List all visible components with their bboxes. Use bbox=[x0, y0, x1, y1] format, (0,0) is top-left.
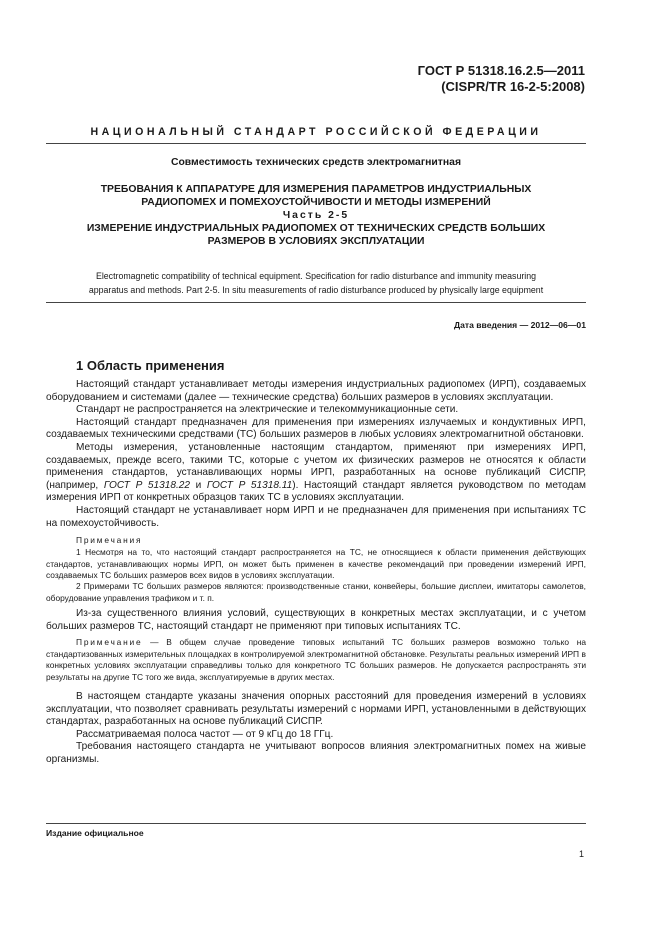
title-part: Часть 2-5 bbox=[282, 210, 350, 221]
title-line-4: ИЗМЕРЕНИЕ ИНДУСТРИАЛЬНЫХ РАДИОПОМЕХ ОТ ТЕХНИЧЕСКИХ СРЕДСТВ БОЛЬШИХ bbox=[86, 223, 546, 234]
date-of-introduction: Дата введения — 2012—06—01 bbox=[453, 320, 586, 330]
paragraph-1: Настоящий стандарт устанавливает методы измерения индустриальных радиопомех (ИРП), создаваемых оборудованием и системами (далее — технические средства) больших размеров в условиях эксплуатации. bbox=[46, 379, 586, 403]
paragraph-4-end: ). Настоящий стандарт является руководством по методам измерения ИРП от конкретных образцов таких ТС в условиях эксплуатации. bbox=[46, 479, 586, 504]
note-3-heading: Примечание bbox=[76, 637, 143, 648]
paragraph-4-start: Методы измерения, установленные настоящим стандартом, применяют при измерениях ИРП, создаваемых, прежде всего, такими ТС, которые с учетом их физических размеров не относятся к области применения стандартов, устанавливающих нормы ИРП, разработанных на основе публикаций СИСПР, (например, bbox=[46, 441, 586, 491]
paragraph-4 bbox=[46, 442, 586, 505]
paragraph-9: Требования настоящего стандарта не учитывают вопросов влияния электромагнитных помех на живые организмы. bbox=[46, 741, 586, 765]
note-2: 2 Примерами ТС больших размеров являются: производственные станки, конвейеры, большие дисплеи, имитаторы самолетов, оборудование управления трафиком и т. п. bbox=[46, 581, 586, 603]
note-1: 1 Несмотря на то, что настоящий стандарт распространяется на ТС, не относящиеся к области применения действующих стандартов, устанавливающих нормы ИРП, он может быть применен в качестве рекомендаций при проведении измерений ИРП, создаваемых ТС больших размеров всех видов в условиях эксплуатации. bbox=[46, 547, 586, 580]
notes-heading: Примечания bbox=[76, 535, 143, 546]
section-body bbox=[46, 379, 586, 767]
paragraph-3: Настоящий стандарт предназначен для применения при измерениях излучаемых и кондуктивных ИРП, создаваемых техническими средствами (ТС) больших размеров в любых условиях электромагнитной обстановки. bbox=[46, 416, 586, 441]
divider-top bbox=[46, 143, 586, 144]
note-3 bbox=[46, 637, 586, 683]
paragraph-7: В настоящем стандарте указаны значения опорных расстояний для проведения измерений в условиях эксплуатации, что позволяет сравнивать результаты измерений с нормами ИРП, установленными в действующих стандартах, разработанных на основе публикаций СИСПР. bbox=[46, 690, 586, 728]
standard-code-cispr: (CISPR/TR 16-2-5:2008) bbox=[441, 79, 585, 94]
reference-gost-51318-22: ГОСТ Р 51318.22 bbox=[103, 479, 190, 491]
standard-code-gost: ГОСТ Р 51318.16.2.5—2011 bbox=[417, 63, 585, 78]
english-title-line-1: Electromagnetic compatibility of technical equipment. Specification for radio disturbance and immunity measuring bbox=[95, 271, 537, 281]
reference-gost-51318-11: ГОСТ Р 51318.11 bbox=[206, 479, 293, 491]
english-title-line-2: apparatus and methods. Part 2-5. In situ measurements of radio disturbance produced by physically large equipment bbox=[88, 285, 544, 295]
paragraph-2: Стандарт не распространяется на электрические и телекоммуникационные сети. bbox=[76, 404, 459, 416]
standard-code bbox=[418, 63, 585, 95]
paragraph-8: Рассматриваемая полоса частот — от 9 кГц до 18 ГГц. bbox=[76, 728, 334, 740]
paragraph-4-and: и bbox=[190, 479, 207, 491]
title-line-1: Совместимость технических средств электромагнитная bbox=[170, 157, 462, 168]
note-3-text: — В общем случае проведение типовых испытаний ТС больших размеров возможно только на стандартизованных измерительных площадках в контролируемой электромагнитной обстановке. Результаты реальных измерений ИРП в конкретных условиях эксплуатации справедливы только для конкретного ТС больших размеров. Не допускается распространять эти результаты на другие ТС того же вида, эксплуатируемые в других местах. bbox=[46, 637, 586, 682]
page-number: 1 bbox=[578, 849, 584, 859]
divider-middle bbox=[46, 302, 586, 303]
title-block bbox=[46, 156, 586, 248]
official-edition-label: Издание официальное bbox=[46, 828, 144, 838]
paragraph-5: Настоящий стандарт не устанавливает норм ИРП и не предназначен для применения при испытаниях ТС на помехоустойчивость. bbox=[46, 504, 586, 529]
title-line-3: РАДИОПОМЕХ И ПОМЕХОУСТОЙЧИВОСТИ И МЕТОДЫ ИЗМЕРЕНИЙ bbox=[141, 197, 491, 208]
english-title bbox=[46, 269, 586, 297]
title-line-2: ТРЕБОВАНИЯ К АППАРАТУРЕ ДЛЯ ИЗМЕРЕНИЯ ПАРАМЕТРОВ ИНДУСТРИАЛЬНЫХ bbox=[100, 184, 532, 195]
national-standard-heading: НАЦИОНАЛЬНЫЙ СТАНДАРТ РОССИЙСКОЙ ФЕДЕРАЦИИ bbox=[90, 126, 542, 138]
section-heading: 1 Область применения bbox=[76, 358, 225, 373]
title-line-5: РАЗМЕРОВ В УСЛОВИЯХ ЭКСПЛУАТАЦИИ bbox=[207, 236, 425, 247]
paragraph-6: Из-за существенного влияния условий, существующих в конкретных местах эксплуатации, и с учетом больших размеров ТС, настоящий стандарт не применяют при типовых испытаниях ТС. bbox=[46, 608, 586, 632]
divider-bottom bbox=[46, 823, 586, 824]
